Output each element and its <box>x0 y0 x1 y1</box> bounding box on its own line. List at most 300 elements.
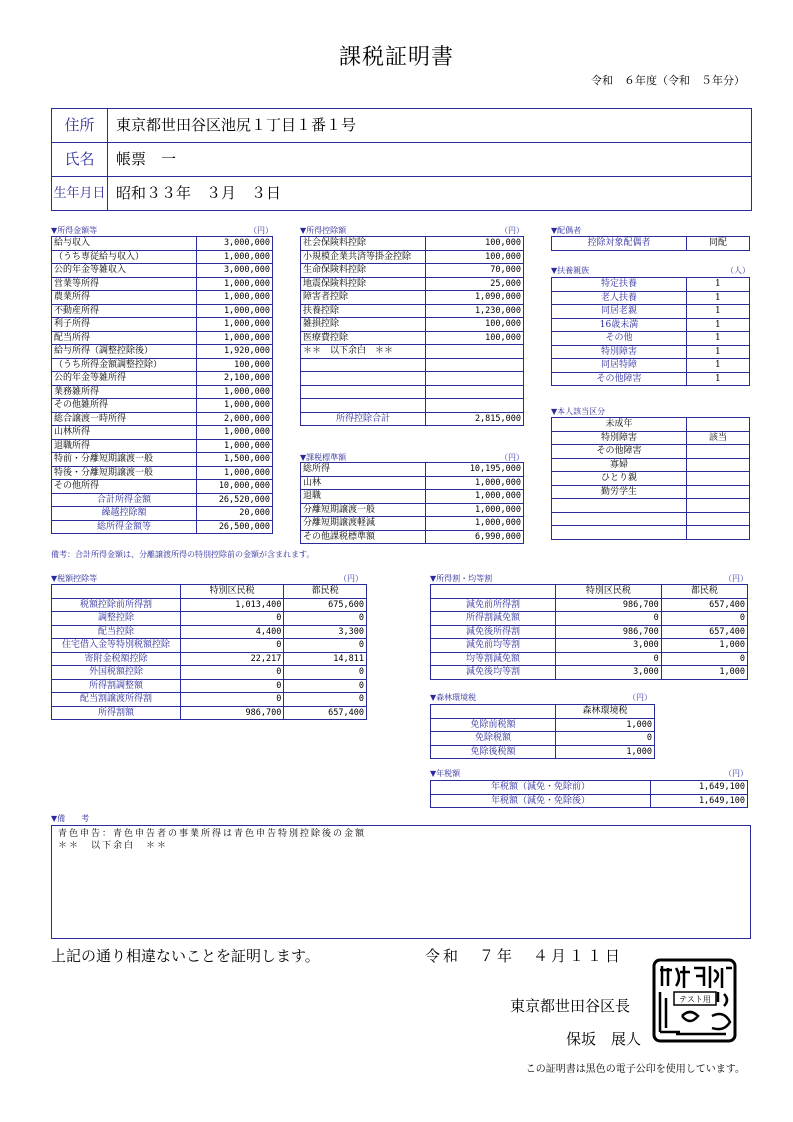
table-row <box>552 418 750 432</box>
row-label: その他 <box>552 332 687 346</box>
row-value: 1,000,000 <box>426 476 524 490</box>
income-heading <box>51 225 273 236</box>
row-label: 減免後所得割 <box>431 625 556 639</box>
row-label: 寡婦 <box>552 458 687 472</box>
footer-note: この証明書は黒色の電子公印を使用しています。 <box>525 1064 745 1075</box>
row-value: 0 <box>556 652 662 666</box>
income-note: 備考：合計所得金額は、分離譲渡所得の特別控除前の金額が含まれます。 <box>51 550 315 559</box>
row-value: 1,500,000 <box>197 453 273 467</box>
row-label: 所得割調整額 <box>52 679 181 693</box>
status-heading <box>551 406 750 417</box>
name-row <box>52 143 751 177</box>
row-value: 1 <box>687 318 750 332</box>
row-label <box>301 399 426 413</box>
table-row <box>52 345 273 359</box>
row-label: 同居特障 <box>552 359 687 373</box>
percapita-heading <box>430 573 748 584</box>
dependents-heading-text: ▼扶養親族 <box>551 266 590 275</box>
row-label: その他所得 <box>52 480 197 494</box>
dependents-heading <box>551 265 750 276</box>
row-label: 免除税額 <box>431 732 556 746</box>
total-row <box>52 493 273 507</box>
dependents-table <box>551 277 750 386</box>
row-label: 所得割減免額 <box>431 612 556 626</box>
row-value: 1 <box>687 372 750 386</box>
personal-info-table <box>51 108 752 211</box>
address-label: 住所 <box>52 109 108 142</box>
table-row <box>301 385 524 399</box>
table-row <box>52 358 273 372</box>
header-row <box>52 585 367 599</box>
address-value: 東京都世田谷区池尻１丁目１番１号 <box>116 116 357 134</box>
deduction-table <box>300 236 524 426</box>
table-row <box>552 372 750 386</box>
row-value: 0 <box>284 639 367 653</box>
row-label: 繰越控除額 <box>52 507 197 521</box>
row-value: 1,000,000 <box>426 490 524 504</box>
table-row <box>52 426 273 440</box>
row-label <box>301 385 426 399</box>
row-value: 1,000,000 <box>197 426 273 440</box>
row-label: 特別障害 <box>552 345 687 359</box>
row-value <box>426 345 524 359</box>
table-row <box>52 639 367 653</box>
table-row <box>552 237 750 251</box>
remarks-line: 青色申告：青色申告者の事業所得は青色申告特別控除後の金額 <box>58 829 367 839</box>
total-row <box>301 412 524 426</box>
row-value: 1,000,000 <box>197 304 273 318</box>
table-row <box>52 598 367 612</box>
header-cell <box>431 705 556 719</box>
row-value: 1 <box>687 278 750 292</box>
row-value: 3,000,000 <box>197 237 273 251</box>
table-row <box>431 652 748 666</box>
row-value: 14,811 <box>284 652 367 666</box>
name-value: 帳票 一 <box>116 150 177 168</box>
row-label: 総所得金額等 <box>52 520 197 534</box>
row-value: 該当 <box>687 431 750 445</box>
row-label: 扶養控除 <box>301 304 426 318</box>
table-row <box>52 453 273 467</box>
row-label: 分離短期譲渡一般 <box>301 503 426 517</box>
spouse-heading <box>551 225 750 236</box>
deduction-unit: （円） <box>500 226 524 235</box>
row-value: 1,920,000 <box>197 345 273 359</box>
table-row <box>552 431 750 445</box>
table-row <box>52 237 273 251</box>
annual-heading <box>430 768 748 779</box>
table-row <box>552 499 750 513</box>
deduction-heading-text: ▼所得控除額 <box>300 226 347 235</box>
row-label: 減免前均等割 <box>431 639 556 653</box>
taxcredit-heading-text: ▼税額控除等 <box>51 574 98 583</box>
row-value <box>687 445 750 459</box>
row-value: 3,000 <box>556 666 662 680</box>
row-value: 1,000,000 <box>197 277 273 291</box>
row-value: 70,000 <box>426 264 524 278</box>
row-label: 外国税額控除 <box>52 666 181 680</box>
table-row <box>431 612 748 626</box>
table-row <box>301 517 524 531</box>
row-label: 分離短期譲渡軽減 <box>301 517 426 531</box>
row-label: 山林所得 <box>52 426 197 440</box>
table-row <box>52 399 273 413</box>
annual-unit: （円） <box>724 769 748 778</box>
row-label: 医療費控除 <box>301 331 426 345</box>
row-label <box>552 499 687 513</box>
remarks-heading: ▼備 考 <box>51 814 90 823</box>
table-row <box>431 732 655 746</box>
row-value: 0 <box>284 612 367 626</box>
row-value: 0 <box>181 639 284 653</box>
table-row <box>52 666 367 680</box>
row-label: 均等割減免額 <box>431 652 556 666</box>
table-row <box>301 358 524 372</box>
row-value: 1,000,000 <box>197 331 273 345</box>
row-label: 減免後均等割 <box>431 666 556 680</box>
row-label: 寄附金税額控除 <box>52 652 181 666</box>
table-row <box>431 666 748 680</box>
row-label: 合計所得金額 <box>52 493 197 507</box>
certification-statement: 上記の通り相違ないことを証明します。 <box>51 947 320 965</box>
row-value: 1,000,000 <box>426 503 524 517</box>
table-row <box>52 304 273 318</box>
annual-heading-text: ▼年税額 <box>430 769 461 778</box>
fiscal-year: 令和 ６年度（令和 ５年分） <box>591 74 745 87</box>
row-label: 業務雑所得 <box>52 385 197 399</box>
row-label: 老人扶養 <box>552 291 687 305</box>
table-row <box>301 530 524 544</box>
row-value: 1 <box>687 332 750 346</box>
seal-label: テスト用 <box>679 995 711 1004</box>
row-label: 配当所得 <box>52 331 197 345</box>
table-row <box>52 277 273 291</box>
row-value: 1,013,400 <box>181 598 284 612</box>
row-value: 3,000 <box>556 639 662 653</box>
header-cell: 特別区民税 <box>556 585 662 599</box>
row-value: 26,520,000 <box>197 493 273 507</box>
table-row <box>552 345 750 359</box>
row-label: 山林 <box>301 476 426 490</box>
table-row <box>52 679 367 693</box>
row-label <box>552 526 687 540</box>
table-row <box>52 693 367 707</box>
header-cell <box>431 585 556 599</box>
percapita-unit: （円） <box>724 574 748 583</box>
row-value: 10,000,000 <box>197 480 273 494</box>
row-value: 657,400 <box>661 598 747 612</box>
row-label: 総所得 <box>301 463 426 477</box>
row-value <box>687 472 750 486</box>
row-label: 同居老親 <box>552 305 687 319</box>
row-value: 1,000 <box>661 639 747 653</box>
table-row <box>431 794 748 808</box>
header-cell: 特別区民税 <box>181 585 284 599</box>
total-row <box>52 520 273 534</box>
row-value <box>687 512 750 526</box>
table-row <box>431 745 655 759</box>
row-value: 2,100,000 <box>197 372 273 386</box>
table-row <box>431 639 748 653</box>
row-value: 0 <box>181 612 284 626</box>
taxbase-unit: （円） <box>500 453 524 462</box>
row-value: 0 <box>556 732 655 746</box>
row-value <box>426 372 524 386</box>
row-value: 0 <box>181 693 284 707</box>
row-label <box>552 512 687 526</box>
forest-heading-text: ▼森林環境税 <box>430 693 477 702</box>
row-value: 1,000,000 <box>197 385 273 399</box>
row-value: 1,000 <box>661 666 747 680</box>
table-row <box>52 480 273 494</box>
taxbase-heading-text: ▼課税標準額 <box>300 453 347 462</box>
row-value: 0 <box>556 612 662 626</box>
row-label: 小規模企業共済等掛金控除 <box>301 250 426 264</box>
row-label: 総合譲渡一時所得 <box>52 412 197 426</box>
table-row <box>552 305 750 319</box>
row-value: 同配 <box>687 237 750 251</box>
table-row <box>552 359 750 373</box>
taxbase-table <box>300 462 524 544</box>
row-value <box>687 485 750 499</box>
row-label: 未成年 <box>552 418 687 432</box>
row-value: 1,000,000 <box>197 439 273 453</box>
table-row <box>52 412 273 426</box>
row-value: 1 <box>687 305 750 319</box>
row-label: 不動産所得 <box>52 304 197 318</box>
table-row <box>301 503 524 517</box>
birthdate-label: 生年月日 <box>52 177 108 210</box>
row-value: 0 <box>181 666 284 680</box>
row-label: （うち所得金額調整控除） <box>52 358 197 372</box>
table-row <box>301 318 524 332</box>
birthdate-row <box>52 177 751 210</box>
row-value: 675,600 <box>284 598 367 612</box>
table-row <box>301 291 524 305</box>
table-row <box>52 652 367 666</box>
row-value: 1,000,000 <box>197 291 273 305</box>
percapita-table <box>430 584 748 680</box>
row-value: 1,000 <box>556 718 655 732</box>
row-value: 0 <box>284 693 367 707</box>
table-row <box>552 318 750 332</box>
header-cell: 森林環境税 <box>556 705 655 719</box>
row-label: 社会保険料控除 <box>301 237 426 251</box>
row-value <box>687 526 750 540</box>
row-label: 控除対象配偶者 <box>552 237 687 251</box>
row-label: 調整控除 <box>52 612 181 626</box>
row-label: その他障害 <box>552 372 687 386</box>
table-row <box>52 372 273 386</box>
row-value <box>426 399 524 413</box>
row-label: 住宅借入金等特別税額控除 <box>52 639 181 653</box>
row-value: 100,000 <box>426 250 524 264</box>
table-row <box>52 466 273 480</box>
table-row <box>301 277 524 291</box>
row-value: 1 <box>687 345 750 359</box>
header-row <box>431 705 655 719</box>
document-title: 課税証明書 <box>338 45 454 70</box>
table-row <box>301 264 524 278</box>
row-label: 公的年金等雑所得 <box>52 372 197 386</box>
row-value: 986,700 <box>556 598 662 612</box>
table-row <box>52 264 273 278</box>
table-row <box>301 237 524 251</box>
row-value: 1,000,000 <box>197 466 273 480</box>
row-label: その他障害 <box>552 445 687 459</box>
row-value: 26,500,000 <box>197 520 273 534</box>
row-label: 年税額（減免・免除前） <box>431 781 651 795</box>
table-row <box>52 706 367 720</box>
row-value <box>426 385 524 399</box>
header-cell: 都民税 <box>661 585 747 599</box>
row-label: 特後・分離短期譲渡一般 <box>52 466 197 480</box>
forest-unit: （円） <box>628 693 652 702</box>
row-label: （うち専従給与収入） <box>52 250 197 264</box>
total-row <box>52 507 273 521</box>
row-value: 1,000,000 <box>426 517 524 531</box>
row-value: 1,649,100 <box>651 781 748 795</box>
row-label: 雑損控除 <box>301 318 426 332</box>
row-label: 減免前所得割 <box>431 598 556 612</box>
row-value: 3,300 <box>284 625 367 639</box>
row-value: 1,000,000 <box>197 399 273 413</box>
table-row <box>431 625 748 639</box>
row-label: 公的年金等雑収入 <box>52 264 197 278</box>
deduction-heading <box>300 225 524 236</box>
row-label <box>301 358 426 372</box>
row-label: 地震保険料控除 <box>301 277 426 291</box>
table-row <box>552 332 750 346</box>
row-label: 退職所得 <box>52 439 197 453</box>
row-label: その他課税標準額 <box>301 530 426 544</box>
spouse-table <box>551 236 750 251</box>
row-value: 657,400 <box>284 706 367 720</box>
row-value: 1 <box>687 291 750 305</box>
table-row <box>552 278 750 292</box>
table-row <box>301 345 524 359</box>
row-label: 所得割額 <box>52 706 181 720</box>
table-row <box>552 445 750 459</box>
forest-heading <box>430 692 652 703</box>
row-label: 免除後税額 <box>431 745 556 759</box>
table-row <box>52 291 273 305</box>
table-row <box>301 372 524 386</box>
row-value <box>687 418 750 432</box>
row-label: 16歳未満 <box>552 318 687 332</box>
row-value: 1,000,000 <box>197 318 273 332</box>
row-label: 免除前税額 <box>431 718 556 732</box>
row-value: 1,000,000 <box>197 250 273 264</box>
table-row <box>552 485 750 499</box>
table-row <box>301 250 524 264</box>
row-value: 1,649,100 <box>651 794 748 808</box>
status-heading-text: ▼本人該当区分 <box>551 407 606 416</box>
table-row <box>52 439 273 453</box>
issuing-office: 東京都世田谷区長 <box>510 997 631 1015</box>
table-row <box>52 331 273 345</box>
row-label: 特別障害 <box>552 431 687 445</box>
table-row <box>431 718 655 732</box>
row-value <box>687 458 750 472</box>
row-label: 利子所得 <box>52 318 197 332</box>
table-row <box>552 458 750 472</box>
address-row <box>52 109 751 143</box>
row-value: 986,700 <box>181 706 284 720</box>
row-label: 給与収入 <box>52 237 197 251</box>
birthdate-value: 昭和３３年 ３月 ３日 <box>116 184 282 202</box>
row-value: 1,090,000 <box>426 291 524 305</box>
row-value: 4,400 <box>181 625 284 639</box>
name-label: 氏名 <box>52 143 108 176</box>
income-table <box>51 236 273 534</box>
row-value: 1 <box>687 359 750 373</box>
row-label: その他雑所得 <box>52 399 197 413</box>
row-value: 2,815,000 <box>426 412 524 426</box>
forest-table <box>430 704 655 759</box>
header-cell <box>52 585 181 599</box>
remarks-text <box>58 828 366 852</box>
row-label: 配当割譲渡所得割 <box>52 693 181 707</box>
percapita-heading-text: ▼所得割・均等割 <box>430 574 493 583</box>
income-unit: （円） <box>249 226 273 235</box>
table-row <box>52 612 367 626</box>
row-value: 1,000 <box>556 745 655 759</box>
table-row <box>552 291 750 305</box>
row-value: 0 <box>284 679 367 693</box>
row-value: 986,700 <box>556 625 662 639</box>
taxcredit-heading <box>51 573 367 584</box>
table-row <box>552 526 750 540</box>
mayor-name: 保坂 展人 <box>566 1030 642 1048</box>
table-row <box>52 318 273 332</box>
table-row <box>431 598 748 612</box>
row-value: 657,400 <box>661 625 747 639</box>
table-row <box>301 304 524 318</box>
row-value: 100,000 <box>197 358 273 372</box>
spouse-heading-text: ▼配偶者 <box>551 226 582 235</box>
row-value: 100,000 <box>426 331 524 345</box>
row-value <box>426 358 524 372</box>
row-value: 0 <box>661 652 747 666</box>
row-label: 配当控除 <box>52 625 181 639</box>
table-row <box>52 250 273 264</box>
table-row <box>552 512 750 526</box>
row-value: 2,000,000 <box>197 412 273 426</box>
table-row <box>301 476 524 490</box>
row-label: 退職 <box>301 490 426 504</box>
row-value: 100,000 <box>426 237 524 251</box>
status-table <box>551 417 750 540</box>
row-label <box>301 372 426 386</box>
row-label: 障害者控除 <box>301 291 426 305</box>
table-row <box>301 463 524 477</box>
row-label: 年税額（減免・免除後） <box>431 794 651 808</box>
row-value: 22,217 <box>181 652 284 666</box>
annual-table <box>430 780 748 808</box>
row-value: 0 <box>661 612 747 626</box>
official-seal-icon <box>652 958 737 1043</box>
income-heading-text: ▼所得金額等 <box>51 226 98 235</box>
dependents-unit: （人） <box>726 266 750 275</box>
table-row <box>52 625 367 639</box>
row-value: 10,195,000 <box>426 463 524 477</box>
remarks-line: ＊＊ 以下余白 ＊＊ <box>58 841 169 851</box>
row-value: 100,000 <box>426 318 524 332</box>
table-row <box>552 472 750 486</box>
row-label: 勤労学生 <box>552 485 687 499</box>
row-value: 6,990,000 <box>426 530 524 544</box>
